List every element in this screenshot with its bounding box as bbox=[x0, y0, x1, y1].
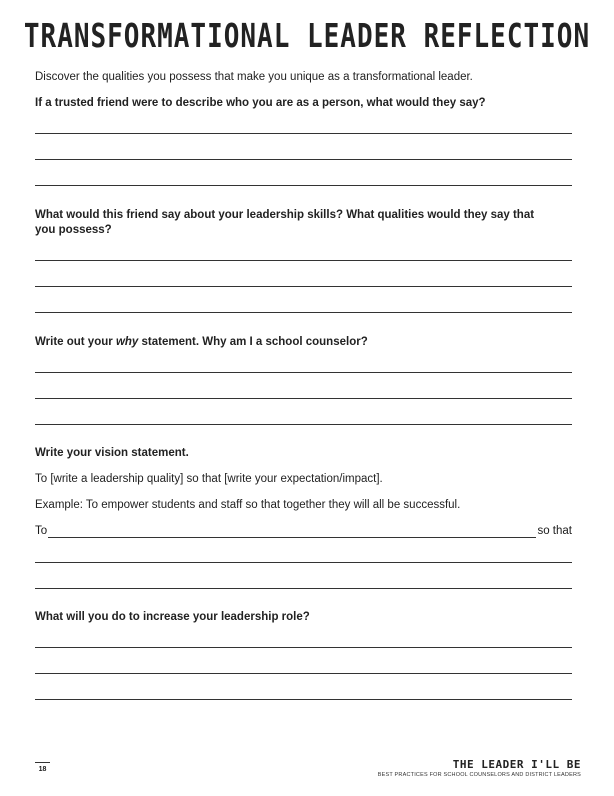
answer-line[interactable] bbox=[35, 286, 572, 287]
answer-line[interactable] bbox=[35, 185, 572, 186]
question-2: What would this friend say about your leadership skills? What qualities would they say that you possess? bbox=[35, 209, 535, 236]
answer-line[interactable] bbox=[35, 260, 572, 261]
footer-divider bbox=[35, 762, 50, 763]
answer-line[interactable] bbox=[35, 372, 572, 373]
answer-line[interactable] bbox=[35, 647, 572, 648]
answer-line[interactable] bbox=[35, 398, 572, 399]
question-3-after: statement. Why am I a school counselor? bbox=[138, 336, 368, 348]
question-3-before: Write out your bbox=[35, 336, 116, 348]
intro-text: Discover the qualities you possess that make you unique as a transformational leader. bbox=[35, 71, 473, 83]
answer-line[interactable] bbox=[35, 424, 572, 425]
page-number: 18 bbox=[38, 766, 47, 773]
answer-line[interactable] bbox=[35, 699, 572, 700]
page-title: TRANSFORMATIONAL LEADER REFLECTION bbox=[23, 18, 591, 56]
vision-template: To [write a leadership quality] so that [write your expectation/impact]. bbox=[35, 473, 383, 485]
question-3-emphasis: why bbox=[115, 336, 139, 348]
answer-line[interactable] bbox=[35, 673, 572, 674]
answer-line[interactable] bbox=[35, 562, 572, 563]
answer-line[interactable] bbox=[35, 588, 572, 589]
question-4: Write your vision statement. bbox=[35, 447, 189, 459]
answer-line[interactable] bbox=[35, 133, 572, 134]
footer-brand: THE LEADER I'LL BE bbox=[452, 758, 581, 771]
answer-line[interactable] bbox=[35, 312, 572, 313]
vision-fill-row bbox=[35, 524, 572, 539]
vision-example: Example: To empower students and staff so that together they will all be successful. bbox=[35, 499, 461, 511]
footer-subtitle: BEST PRACTICES FOR SCHOOL COUNSELORS AND DISTRICT LEADERS bbox=[377, 772, 581, 778]
question-3 bbox=[35, 335, 555, 350]
vision-fill-line[interactable] bbox=[48, 537, 536, 538]
question-5: What will you do to increase your leadership role? bbox=[35, 611, 310, 623]
so-that-label: so that bbox=[537, 525, 572, 537]
answer-line[interactable] bbox=[35, 159, 572, 160]
question-1: If a trusted friend were to describe who you are as a person, what would they say? bbox=[35, 97, 486, 109]
to-label: To bbox=[35, 525, 48, 537]
